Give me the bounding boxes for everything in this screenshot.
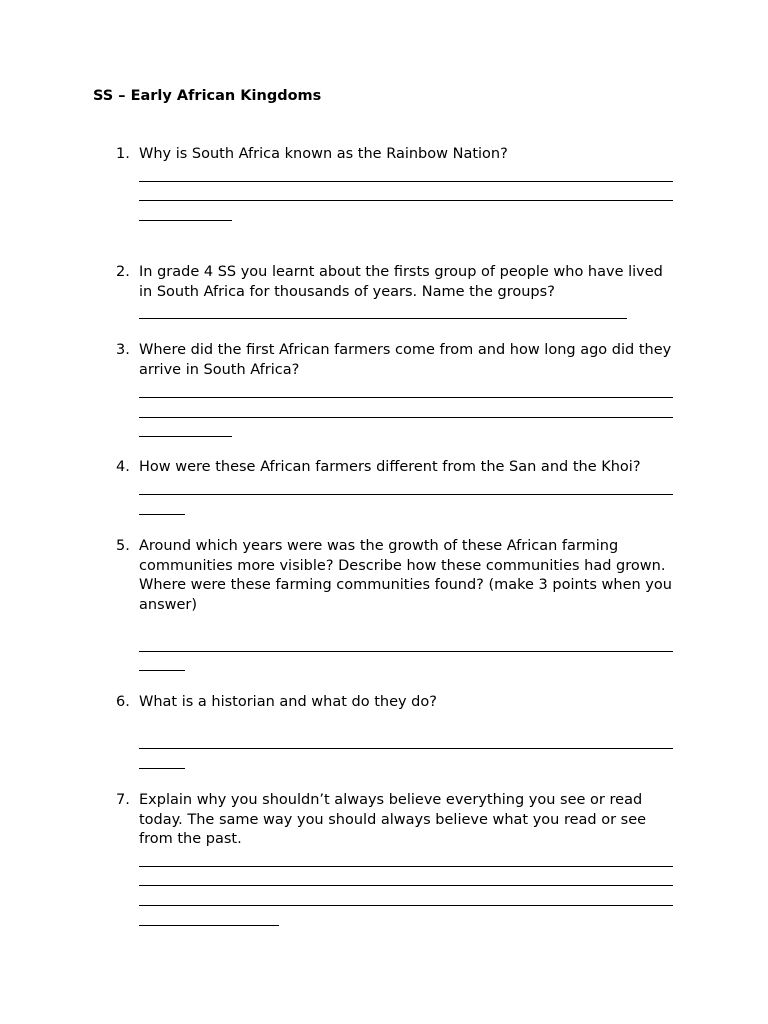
answer-line <box>139 651 673 652</box>
question-text: In grade 4 SS you learnt about the firsts group of people who have lived in South Africa for thousands of years. Name the groups? <box>139 264 663 300</box>
question-number: 5. <box>116 538 130 554</box>
question-number: 1. <box>116 146 130 162</box>
answer-line <box>139 181 673 182</box>
answer-line <box>139 200 673 201</box>
answer-line <box>139 748 673 749</box>
answer-line <box>139 417 673 418</box>
question-number: 7. <box>116 792 130 808</box>
page-title: SS – Early African Kingdoms <box>93 88 322 104</box>
question-text: What is a historian and what do they do? <box>139 694 437 710</box>
question-text: Where did the first African farmers come from and how long ago did they arrive in South Africa? <box>139 342 672 378</box>
answer-line <box>139 885 673 886</box>
question-number: 2. <box>116 264 130 280</box>
question-number: 6. <box>116 694 130 710</box>
question-number: 4. <box>116 459 130 475</box>
question-text: Around which years were was the growth of these African farming communities more visible? Describe how these communities had grown. Where were these farming communities found? (make 3 points when you answer) <box>139 538 672 613</box>
question-text: Explain why you shouldn’t always believe everything you see or read today. The same way you should always believe what you read or see from the past. <box>139 792 647 847</box>
answer-line <box>139 397 673 398</box>
question-text: How were these African farmers different from the San and the Khoi? <box>139 459 641 475</box>
answer-line <box>139 514 185 515</box>
answer-line <box>139 768 185 769</box>
answer-line <box>139 436 232 437</box>
question-number: 3. <box>116 342 130 358</box>
answer-line <box>139 925 279 926</box>
answer-line <box>139 670 185 671</box>
answer-line <box>139 866 673 867</box>
question-text: Why is South Africa known as the Rainbow Nation? <box>139 146 508 162</box>
answer-line <box>139 318 627 319</box>
answer-line <box>139 494 673 495</box>
answer-line <box>139 220 232 221</box>
answer-line <box>139 905 673 906</box>
